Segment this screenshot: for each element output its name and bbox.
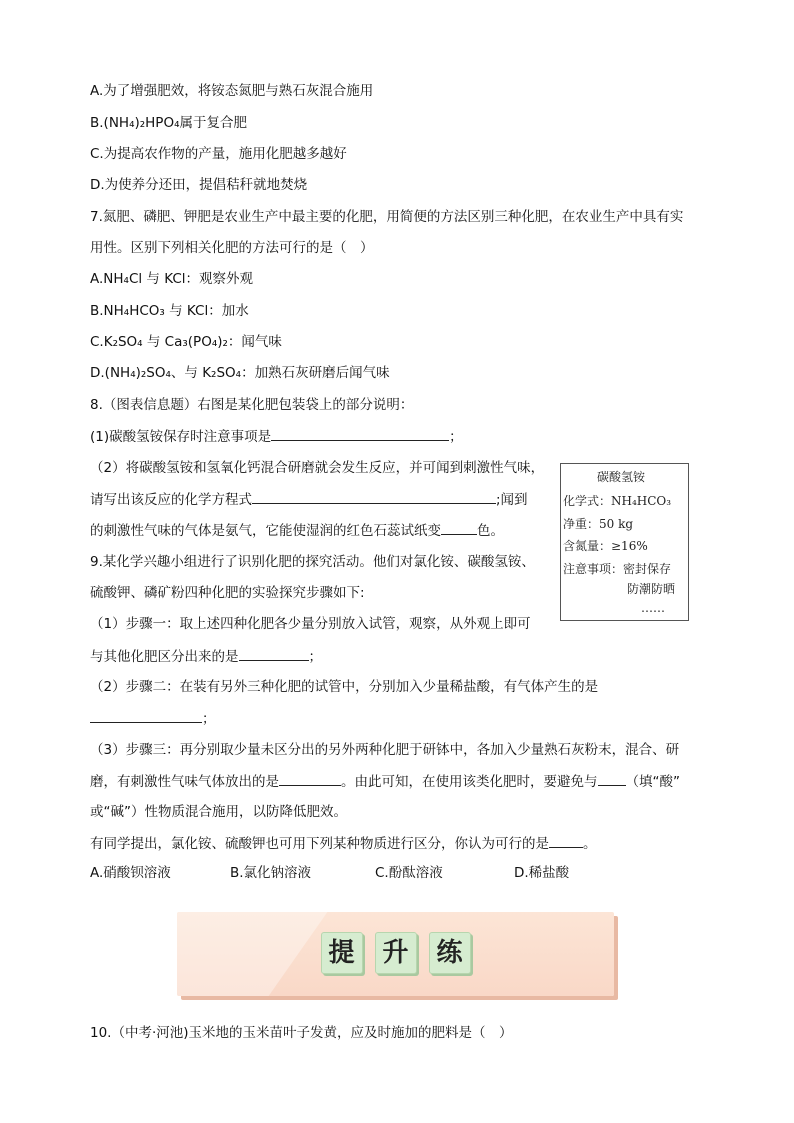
q9-option-b: B.氯化钠溶液 xyxy=(230,865,312,881)
q9-option-a: A.硝酸钡溶液 xyxy=(90,865,171,881)
q7-option-b: B.NH₄HCO₃ 与 KCl：加水 xyxy=(90,303,249,319)
q9-step2-end: ； xyxy=(202,711,216,727)
q8-part1 xyxy=(90,427,463,446)
q9-followup-end: 。 xyxy=(583,836,597,852)
label-notice: 注意事项：密封保存 xyxy=(563,562,672,576)
answer-blank[interactable] xyxy=(252,490,496,504)
line-option-d: D.为使养分还田，提倡秸秆就地焚烧 xyxy=(90,177,308,193)
q8-part2: （2）将碳酸氢铵和氢氧化钙混合研磨就会发生反应，并可闻到刺激性气味， xyxy=(90,460,545,476)
answer-blank[interactable] xyxy=(549,834,583,848)
q9-followup xyxy=(90,834,597,853)
answer-blank[interactable] xyxy=(441,521,477,535)
question-10-stem: 10.（中考·河池)玉米地的玉米苗叶子发黄，应及时施加的肥料是（ ） xyxy=(90,1025,513,1041)
question-7-stem-cont: 用性。区别下列相关化肥的方法可行的是（ ） xyxy=(90,240,374,256)
q9-option-c: C.酚酞溶液 xyxy=(375,865,443,881)
question-8-stem: 8.（图表信息题）右图是某化肥包装袋上的部分说明： xyxy=(90,397,414,413)
answer-blank[interactable] xyxy=(598,772,626,786)
q8-part2-color xyxy=(90,521,504,540)
answer-blank[interactable] xyxy=(239,647,309,661)
q9-step3-text: 磨，有刺激性气味气体放出的是 xyxy=(90,774,279,790)
q9-option-d: D.稀盐酸 xyxy=(514,865,570,881)
q7-option-c: C.K₂SO₄ 与 Ca₃(PO₄)₂：闻气味 xyxy=(90,334,282,350)
q8-part2-equation xyxy=(90,490,528,509)
q8-part1-text: (1)碳酸氢铵保存时注意事项是 xyxy=(90,429,272,445)
section-banner xyxy=(177,912,614,996)
q9-step1-cont xyxy=(90,647,322,666)
q9-step2: （2）步骤二：在装有另外三种化肥的试管中，分别加入少量稀盐酸，有气体产生的是 xyxy=(90,679,599,695)
banner-char: 升 xyxy=(375,932,417,974)
label-nitrogen: 含氮量：≥16% xyxy=(563,539,648,553)
q9-step3-mid: 。由此可知，在使用该类化肥时，要避免与 xyxy=(341,774,598,790)
q8-equation-text: 请写出该反应的化学方程式 xyxy=(90,492,252,508)
q9-step3: （3）步骤三：再分别取少量未区分出的另外两种化肥于研钵中，各加入少量熟石灰粉末，混合、研 xyxy=(90,742,680,758)
label-weight: 净重：50 kg xyxy=(563,517,634,531)
q7-option-a: A.NH₄Cl 与 KCl：观察外观 xyxy=(90,271,254,287)
q9-step2-cont xyxy=(90,709,216,728)
q7-option-d: D.(NH₄)₂SO₄、与 K₂SO₄：加熟石灰研磨后闻气味 xyxy=(90,365,390,381)
label-title: 碳酸氢铵 xyxy=(597,470,646,484)
answer-blank[interactable] xyxy=(279,772,341,786)
fertilizer-label-box xyxy=(560,463,689,621)
question-9-stem-cont: 硫酸钾、磷矿粉四种化肥的实验探究步骤如下: xyxy=(90,585,365,601)
line-option-b: B.(NH₄)₂HPO₄属于复合肥 xyxy=(90,115,247,131)
line-option-a: A.为了增强肥效，将铵态氮肥与熟石灰混合施用 xyxy=(90,83,374,99)
line-option-c: C.为提高农作物的产量，施用化肥越多越好 xyxy=(90,146,347,162)
q9-followup-text: 有同学提出，氯化铵、硫酸钾也可用下列某种物质进行区分，你认为可行的是 xyxy=(90,836,549,852)
q8-part1-end: ； xyxy=(449,429,463,445)
q9-step1: （1）步骤一：取上述四种化肥各少量分别放入试管，观察，从外观上即可 xyxy=(90,616,531,632)
q9-step1-text: 与其他化肥区分出来的是 xyxy=(90,649,239,665)
q9-options xyxy=(90,864,569,882)
banner-char: 练 xyxy=(429,932,471,974)
banner-title xyxy=(177,932,614,974)
q9-step3-end: （填“酸” xyxy=(625,774,680,790)
label-formula: 化学式：NH₄HCO₃ xyxy=(563,494,672,508)
q9-step3-cont xyxy=(90,772,680,791)
label-notice-cont: 防潮防晒 xyxy=(627,582,676,596)
q8-color-text: 的刺激性气味的气体是氨气，它能使湿润的红色石蕊试纸变 xyxy=(90,523,441,539)
label-ellipsis: …… xyxy=(641,601,665,615)
answer-blank[interactable] xyxy=(90,709,202,723)
question-7-stem: 7.氮肥、磷肥、钾肥是农业生产中最主要的化肥，用简便的方法区别三种化肥，在农业生产中具有实 xyxy=(90,209,684,225)
q9-step1-end: ； xyxy=(308,649,322,665)
q8-equation-end: ;闻到 xyxy=(496,492,528,508)
question-9-stem: 9.某化学兴趣小组进行了识别化肥的探究活动。他们对氯化铵、碳酸氢铵、 xyxy=(90,554,535,570)
answer-blank[interactable] xyxy=(271,427,449,441)
banner-char: 提 xyxy=(321,932,363,974)
q9-step3-note: 或“碱”）性物质混合施用，以防降低肥效。 xyxy=(90,804,347,820)
q8-color-end: 色。 xyxy=(477,523,504,539)
